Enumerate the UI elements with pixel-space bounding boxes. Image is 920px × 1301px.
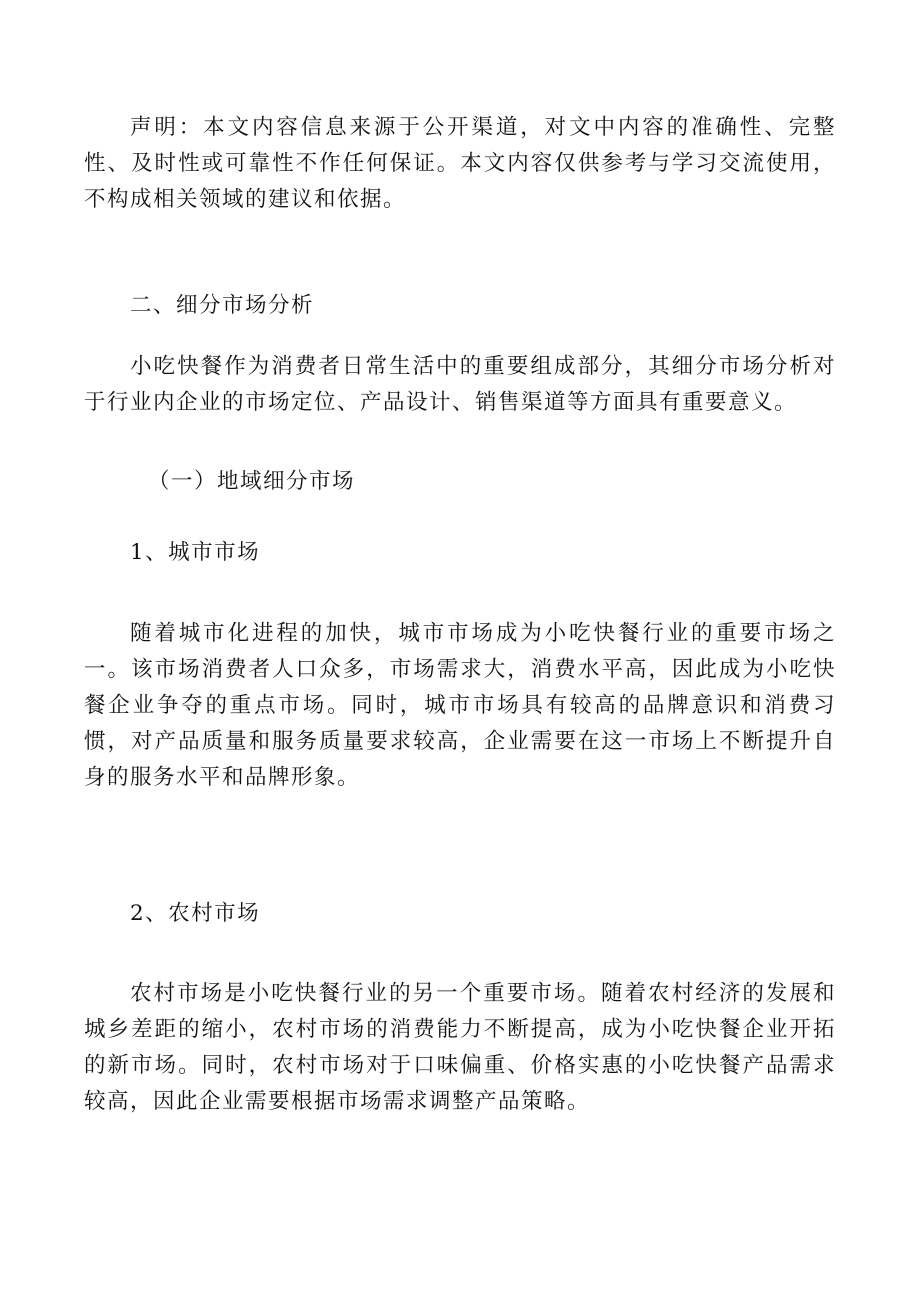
item2-title: 2、农村市场 [130,901,261,926]
section-title: 二、细分市场分析 [130,293,315,318]
item2-paragraph: 农村市场是小吃快餐行业的另一个重要市场。随着农村经济的发展和城乡差距的缩小，农村市场的消费能力不断提高，成为小吃快餐企业开拓的新市场。同时，农村市场对于口味偏重、价格实惠的小吃快餐产品需求较高，因此企业需要根据市场需求调整产品策略。 [84,981,836,1114]
item1-paragraph: 随着城市化进程的加快，城市市场成为小吃快餐行业的重要市场之一。该市场消费者人口众多，市场需求大，消费水平高，因此成为小吃快餐企业争夺的重点市场。同时，城市市场具有较高的品牌意识和消费习惯，对产品质量和服务质量要求较高，企业需要在这一市场上不断提升自身的服务水平和品牌形象。 [84,621,836,790]
subsection-title: （一）地域细分市场 [148,469,356,494]
disclaimer-paragraph: 声明：本文内容信息来源于公开渠道，对文中内容的准确性、完整性、及时性或可靠性不作任何保证。本文内容仅供参考与学习交流使用，不构成相关领域的建议和依据。 [84,115,836,212]
intro-paragraph: 小吃快餐作为消费者日常生活中的重要组成部分，其细分市场分析对于行业内企业的市场定位、产品设计、销售渠道等方面具有重要意义。 [84,354,836,415]
item1-title: 1、城市市场 [130,540,261,565]
